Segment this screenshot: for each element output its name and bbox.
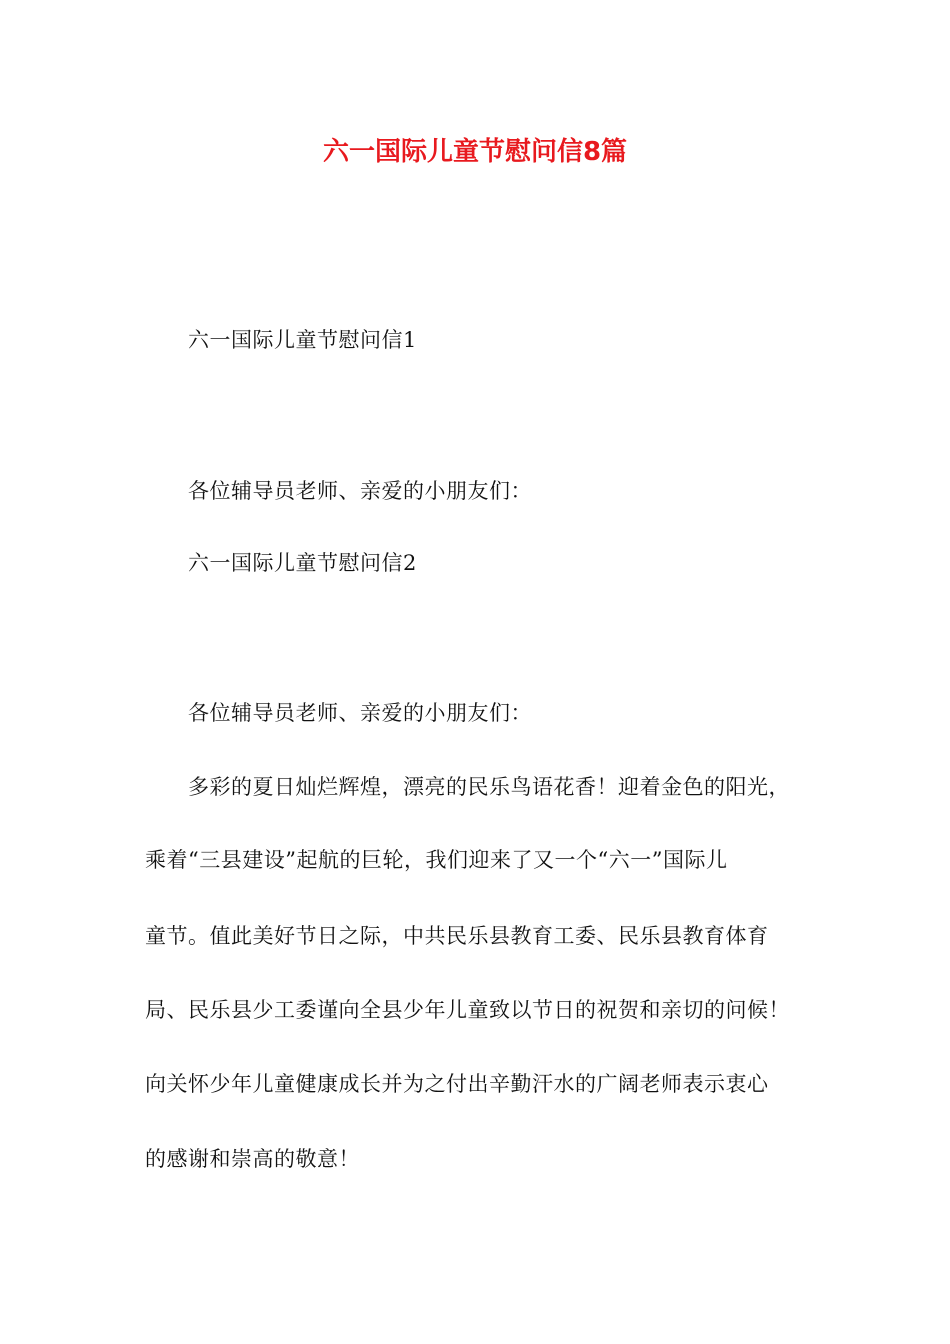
- section-1-salutation: 各位辅导员老师、亲爱的小朋友们：: [188, 479, 532, 503]
- body-line: 多彩的夏日灿烂辉煌，漂亮的民乐鸟语花香！迎着金色的阳光，: [188, 775, 790, 799]
- body-line: 乘着“三县建设”起航的巨轮，我们迎来了又一个“六一”国际儿: [145, 848, 728, 872]
- section-2-salutation: 各位辅导员老师、亲爱的小朋友们：: [188, 701, 532, 725]
- body-line: 童节。值此美好节日之际，中共民乐县教育工委、民乐县教育体育: [145, 924, 769, 948]
- section-1-heading: 六一国际儿童节慰问信1: [188, 328, 417, 352]
- body-line: 向关怀少年儿童健康成长并为之付出辛勤汗水的广阔老师表示衷心: [145, 1072, 769, 1096]
- section-2-heading: 六一国际儿童节慰问信2: [188, 551, 417, 575]
- body-line: 的感谢和崇高的敬意！: [145, 1147, 360, 1171]
- document-title: 六一国际儿童节慰问信8篇: [322, 137, 628, 167]
- body-line: 局、民乐县少工委谨向全县少年儿童致以节日的祝贺和亲切的问候！: [145, 998, 790, 1022]
